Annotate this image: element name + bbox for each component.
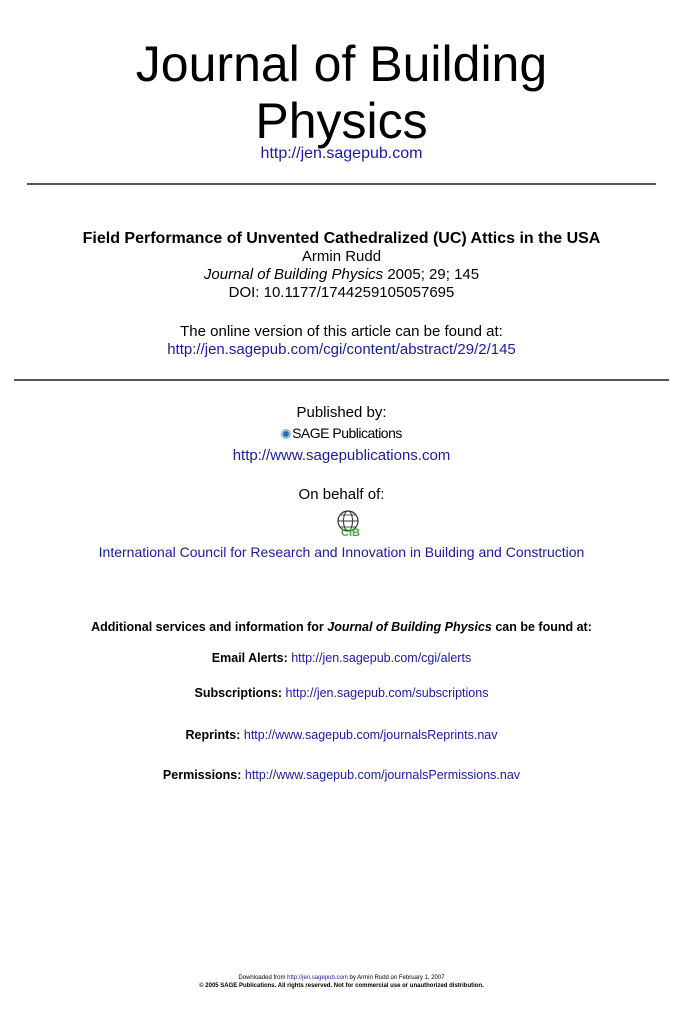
online-version-link[interactable]: http://jen.sagepub.com/cgi/content/abstract/29/2/145: [167, 341, 516, 358]
journal-title-line1: Journal of Building: [135, 36, 548, 92]
citation-details: 2005; 29; 145: [383, 266, 480, 283]
services-intro-prefix: Additional services and information for: [91, 620, 328, 634]
service-label: Subscriptions:: [194, 686, 283, 700]
downloaded-prefix: Downloaded from: [238, 975, 288, 981]
service-permissions: [0, 768, 683, 782]
article-author: Armin Rudd: [301, 248, 382, 265]
downloaded-suffix: by Armin Rudd on February 1, 2007: [347, 975, 445, 981]
services-intro-suffix: can be found at:: [491, 620, 592, 634]
publisher-url-link[interactable]: http://www.sagepublications.com: [232, 447, 451, 464]
cib-org-link[interactable]: International Council for Research and Innovation in Building and Construction: [98, 544, 585, 560]
citation-journal: Journal of Building Physics: [203, 266, 384, 283]
downloaded-notice: [0, 974, 683, 982]
subscriptions-link[interactable]: http://jen.sagepub.com/subscriptions: [285, 686, 489, 700]
service-label: Permissions:: [162, 768, 242, 782]
cib-logo-text: CIB: [341, 527, 360, 539]
middle-divider: [14, 379, 669, 381]
online-version-text: The online version of this article can be found at:: [180, 323, 503, 340]
published-by-label: Published by:: [296, 404, 387, 421]
journal-url-link[interactable]: http://jen.sagepub.com: [260, 145, 423, 162]
on-behalf-label: On behalf of:: [298, 486, 385, 503]
top-divider: [27, 183, 656, 185]
service-subscriptions: [0, 686, 683, 700]
article-doi: DOI: 10.1177/1744259105057695: [228, 284, 455, 301]
services-intro-journal: Journal of Building Physics: [327, 620, 492, 634]
service-email-alerts: [0, 651, 683, 665]
service-label: Email Alerts:: [211, 651, 288, 665]
service-label: Reprints:: [185, 728, 241, 742]
article-title: Field Performance of Unvented Cathedralized (UC) Attics in the USA: [82, 230, 601, 247]
reprints-link[interactable]: http://www.sagepub.com/journalsReprints.nav: [243, 728, 498, 742]
service-reprints: [0, 728, 683, 742]
sage-globe-icon: [281, 429, 291, 439]
sage-logo: [0, 425, 683, 441]
sage-logo-text: SAGE Publications: [292, 425, 402, 441]
article-citation: [0, 266, 683, 283]
permissions-link[interactable]: http://www.sagepub.com/journalsPermissions.nav: [244, 768, 521, 782]
email-alerts-link[interactable]: http://jen.sagepub.com/cgi/alerts: [291, 651, 472, 665]
copyright-notice: © 2005 SAGE Publications. All rights reserved. Not for commercial use or unauthorized distribution.: [199, 983, 484, 989]
services-intro: [0, 620, 683, 634]
journal-title-line2: Physics: [255, 93, 428, 149]
cib-globe-logo: [328, 508, 364, 540]
downloaded-url-link[interactable]: http://jen.sagepub.com: [287, 975, 348, 981]
